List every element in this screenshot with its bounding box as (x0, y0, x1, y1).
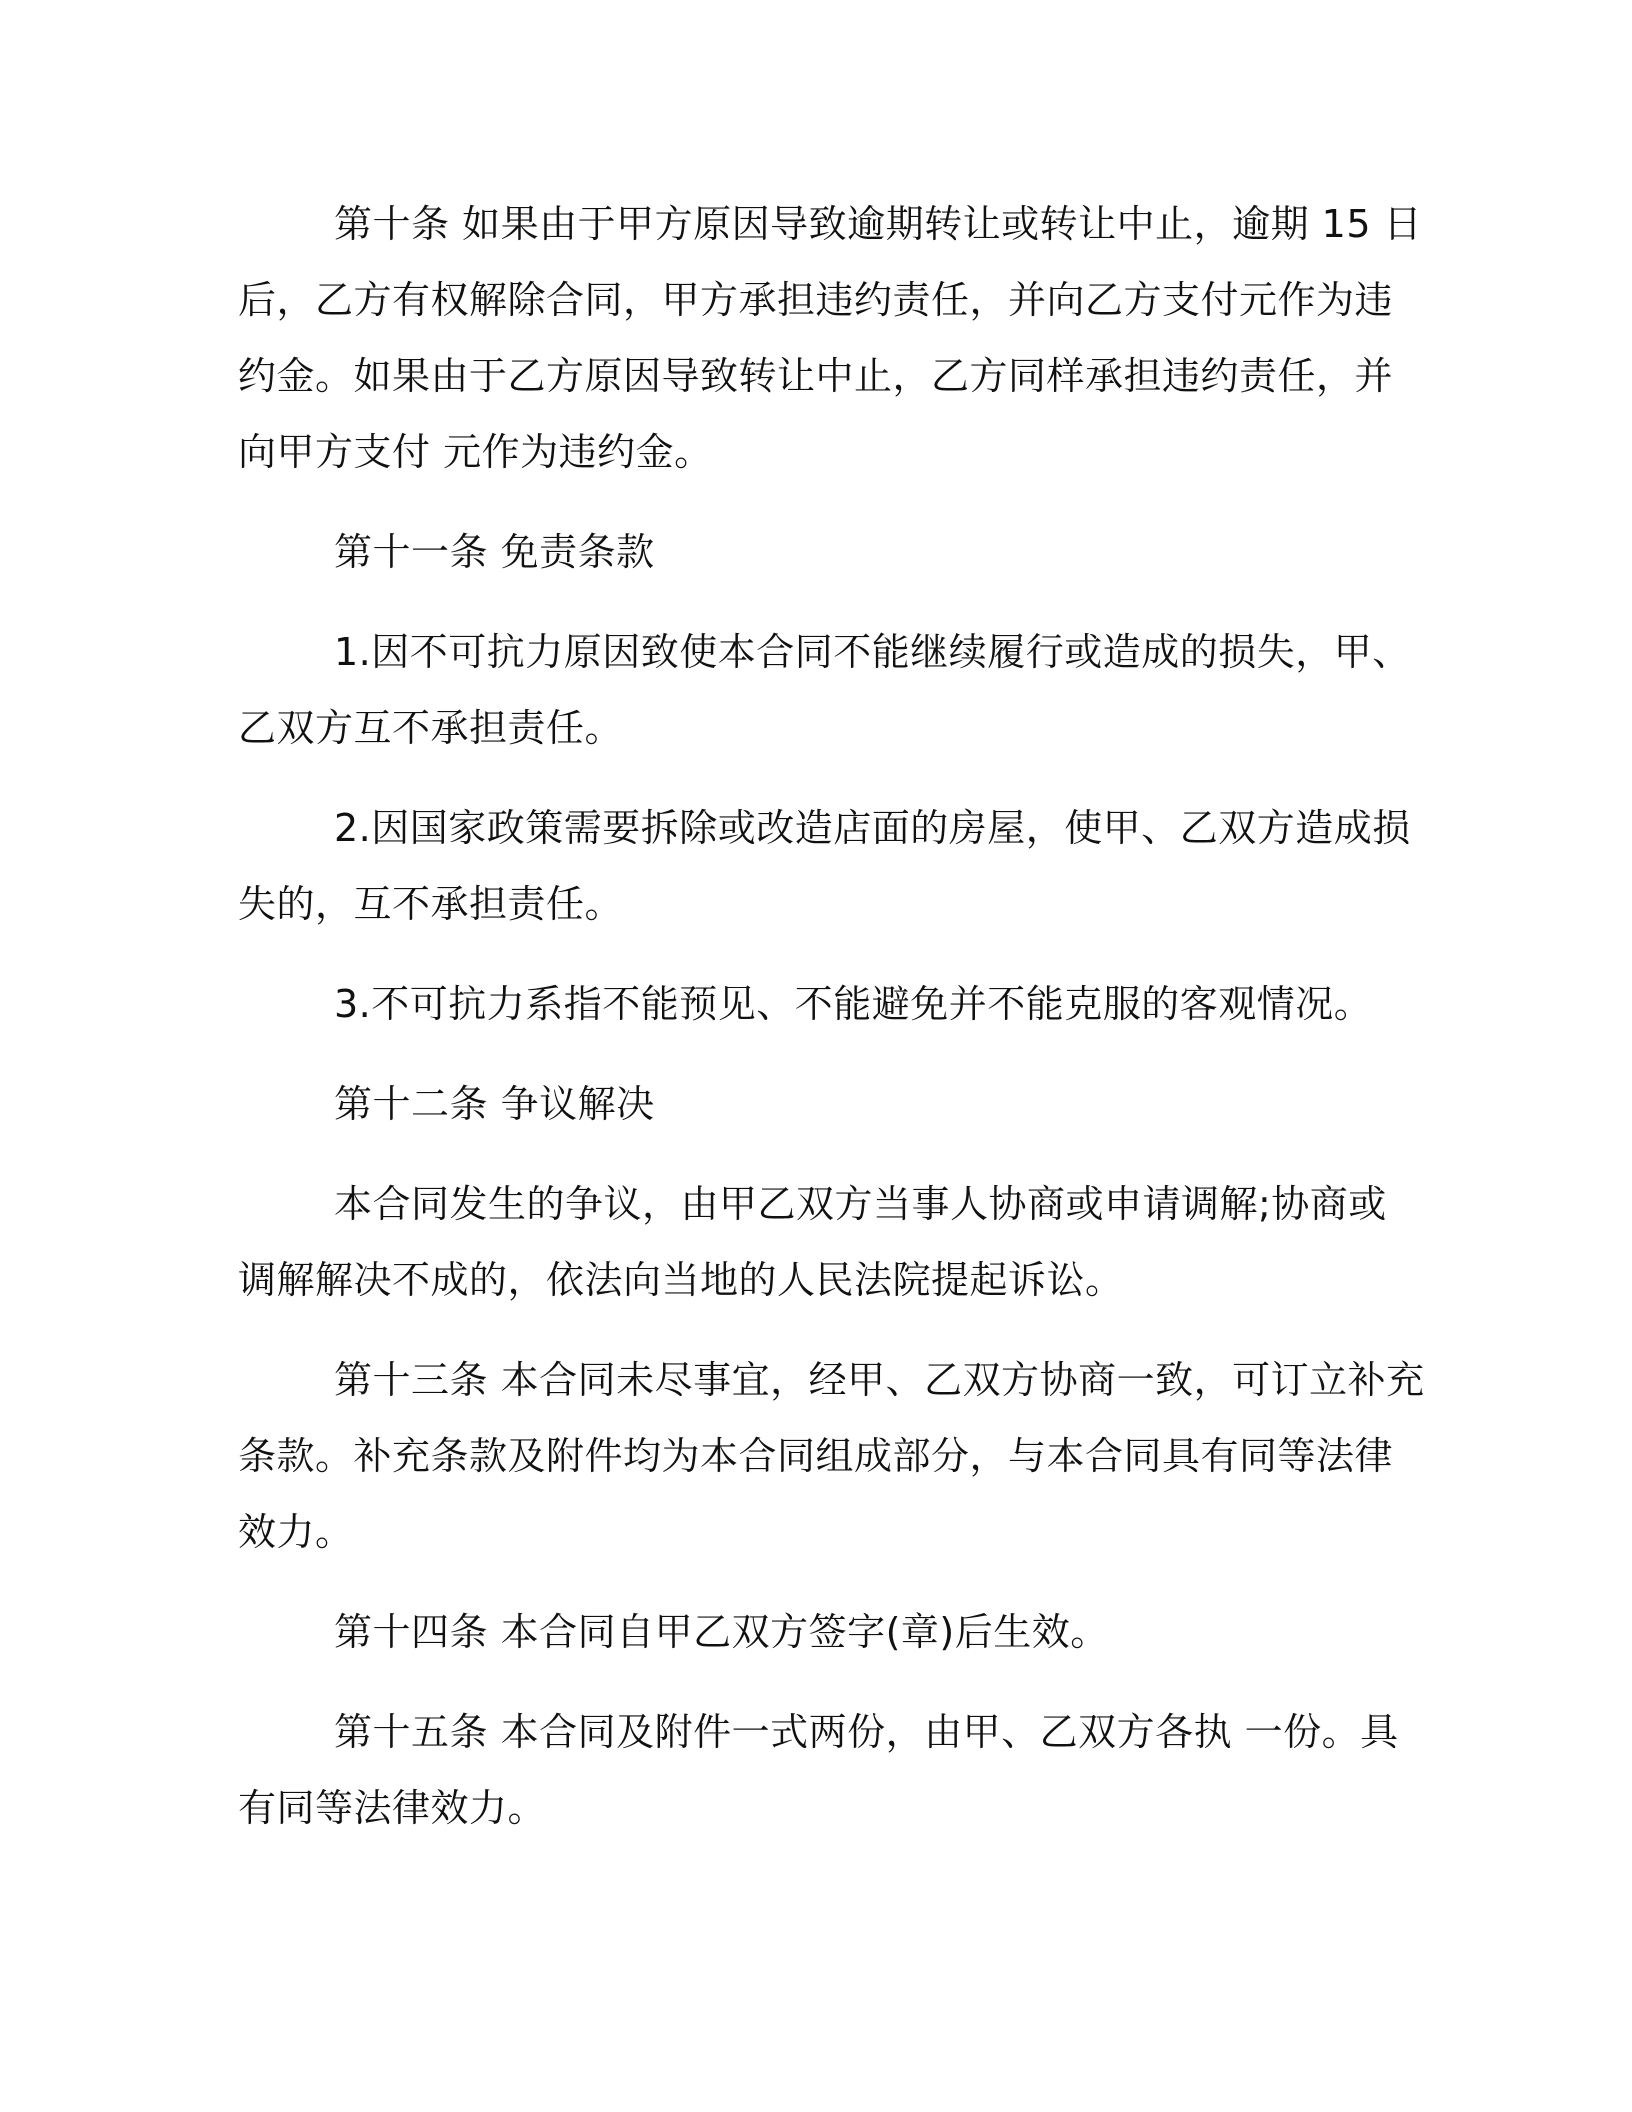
article-12-heading (238, 1066, 1378, 1142)
article-11-item-3 (238, 966, 1378, 1042)
article-14-paragraph (238, 1594, 1378, 1670)
article-13-paragraph (238, 1342, 1425, 1570)
text-line: 第十三条 本合同未尽事宜，经甲、乙双方协商一致，可订立补充 (334, 1358, 1425, 1402)
text-line: 条款。补充条款及附件均为本合同组成部分，与本合同具有同等法律 (238, 1434, 1394, 1478)
text-line: 效力。 (238, 1510, 354, 1554)
text-line: 向甲方支付 元作为违约金。 (238, 430, 713, 474)
text-line: 1.因不可抗力原因致使本合同不能继续履行或造成的损失，甲、 (334, 630, 1411, 674)
heading-text: 第十一条 免责条款 (334, 530, 655, 574)
text-line: 后，乙方有权解除合同，甲方承担违约责任，并向乙方支付元作为违 (238, 278, 1394, 322)
text-line: 第十五条 本合同及附件一式两份，由甲、乙双方各执 一份。具 (334, 1710, 1399, 1754)
text-line: 本合同发生的争议，由甲乙双方当事人协商或申请调解;协商或 (334, 1182, 1387, 1226)
article-12-body (238, 1166, 1387, 1318)
text-line: 约金。如果由于乙方原因导致转让中止，乙方同样承担违约责任，并 (238, 354, 1394, 398)
document-page (238, 186, 1425, 1846)
text-line: 第十条 如果由于甲方原因导致逾期转让或转让中止，逾期 15 日 (334, 202, 1423, 246)
text-line: 2.因国家政策需要拆除或改造店面的房屋，使甲、乙双方造成损 (334, 806, 1411, 850)
article-11-item-2 (238, 790, 1411, 942)
text-line: 第十四条 本合同自甲乙双方签字(章)后生效。 (334, 1610, 1109, 1654)
article-10-paragraph (238, 186, 1423, 490)
text-line: 有同等法律效力。 (238, 1786, 547, 1830)
text-line: 3.不可抗力系指不能预见、不能避免并不能克服的客观情况。 (334, 982, 1373, 1026)
text-line: 调解解决不成的，依法向当地的人民法院提起诉讼。 (238, 1258, 1124, 1302)
heading-text: 第十二条 争议解决 (334, 1082, 655, 1126)
text-line: 乙双方互不承担责任。 (238, 706, 624, 750)
article-15-paragraph (238, 1694, 1399, 1846)
article-11-heading (238, 514, 1378, 590)
article-11-item-1 (238, 614, 1411, 766)
text-line: 失的，互不承担责任。 (238, 882, 624, 926)
